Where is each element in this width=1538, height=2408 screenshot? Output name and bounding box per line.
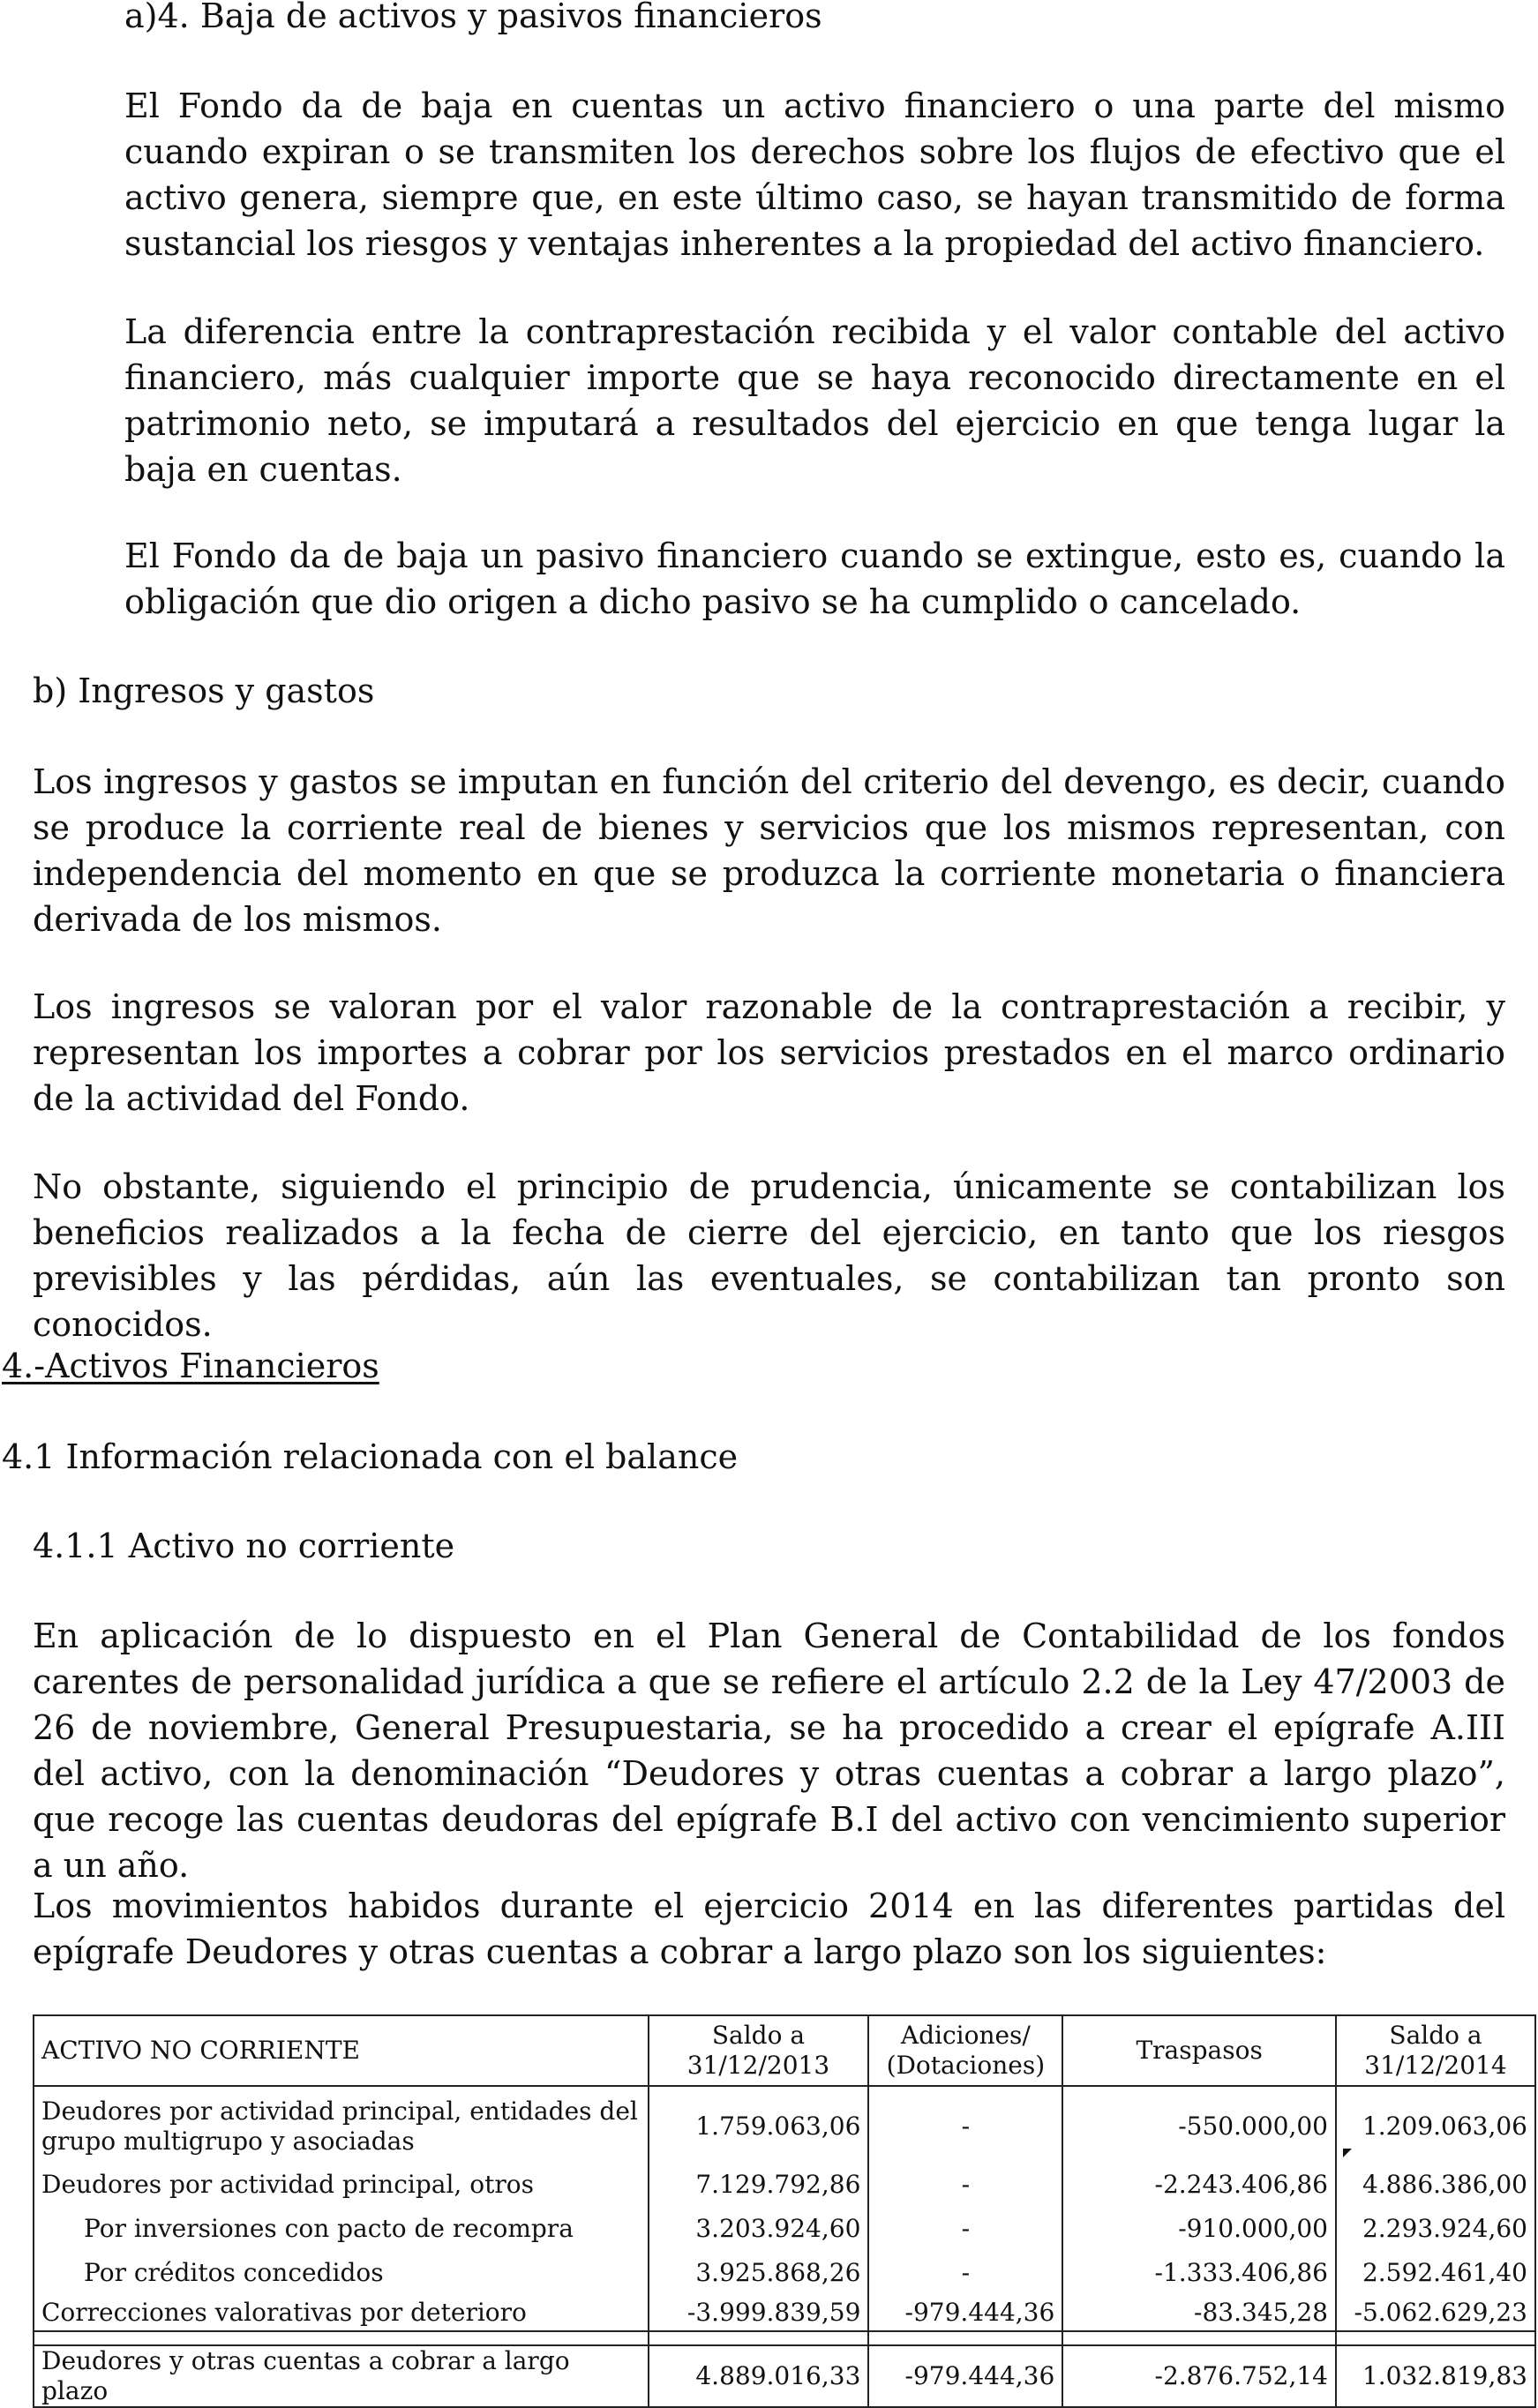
section-4-1-1-paragraph-1: En aplicación de lo dispuesto en el Plan General de Contabilidad de los fondos carentes de personalidad jurídica a que se refiere el artículo 2.2 de la Ley 47/2003 de 26 de noviembre, General Presupuestaria, se ha procedido a crear el epígrafe A.III del activo, con la denominación “Deudores y otras cuentas a cobrar a largo plazo”, que recoge las cuentas deudoras del epígrafe B.I del activo con vencimiento superior a un año.	[33, 1617, 1505, 1885]
total-adiciones: -979.444,36	[868, 2345, 1062, 2407]
row-saldo-2013: 3.203.924,60	[649, 2207, 869, 2251]
spacer-cell	[649, 2331, 869, 2345]
section-4-heading: 4.-Activos Financieros	[2, 1347, 379, 1385]
row-saldo-2013: 3.925.868,26	[649, 2251, 869, 2295]
header-saldo-2013-line2: 31/12/2013	[686, 2051, 830, 2080]
section-4-1-1-heading: 4.1.1 Activo no corriente	[33, 1527, 455, 1565]
section-b-paragraph-1: Los ingresos y gastos se imputan en función del criterio del devengo, es decir, cuando se produce la corriente real de bienes y servicios que los mismos representan, con independencia del momento en que se produzca la corriente monetaria o financiera derivada de los mismos.	[33, 762, 1505, 939]
row-desc: Correcciones valorativas por deterioro	[34, 2295, 649, 2331]
spacer-cell	[34, 2331, 649, 2345]
row-desc: Deudores por actividad principal, entidades del grupo multigrupo y asociadas	[34, 2086, 649, 2163]
row-saldo-2014: -5.062.629,23	[1336, 2295, 1535, 2331]
section-a4-paragraph-3: El Fondo da de baja un pasivo financiero cuando se extingue, esto es, cuando la obligación que dio origen a dicho pasivo se ha cumplido o cancelado.	[124, 536, 1505, 621]
row-traspasos: -550.000,00	[1062, 2086, 1336, 2163]
table-row	[34, 2163, 1535, 2207]
section-b-paragraph-2: Los ingresos se valoran por el valor razonable de la contraprestación a recibir, y representan los importes a cobrar por los servicios prestados en el marco ordinario de la actividad del Fondo.	[33, 987, 1505, 1118]
header-adiciones	[868, 2015, 1062, 2086]
table-header-row	[34, 2015, 1535, 2086]
row-adiciones: -	[868, 2163, 1062, 2207]
header-adiciones-line2: (Dotaciones)	[886, 2051, 1046, 2080]
header-traspasos: Traspasos	[1062, 2015, 1336, 2086]
row-traspasos: -2.243.406,86	[1062, 2163, 1336, 2207]
header-saldo-2014-line1: Saldo a	[1389, 2021, 1482, 2050]
table-spacer-row	[34, 2331, 1535, 2345]
section-b-heading: b) Ingresos y gastos	[33, 671, 375, 710]
section-4-1-1-paragraph-2: Los movimientos habidos durante el ejercicio 2014 en las diferentes partidas del epígrafe Deudores y otras cuentas a cobrar a largo plazo son los siguientes:	[33, 1887, 1505, 1971]
spacer-cell	[1062, 2331, 1336, 2345]
table-total-row	[34, 2345, 1535, 2407]
row-saldo-2014: 1.209.063,06	[1336, 2086, 1535, 2163]
spacer-cell	[868, 2331, 1062, 2345]
row-desc: Por inversiones con pacto de recompra	[34, 2207, 649, 2251]
row-traspasos: -1.333.406,86	[1062, 2251, 1336, 2295]
row-saldo-2014: 2.293.924,60	[1336, 2207, 1535, 2251]
total-saldo-2013: 4.889.016,33	[649, 2345, 869, 2407]
section-a4-heading: a)4. Baja de activos y pasivos financieros	[124, 0, 822, 35]
spacer-cell	[1336, 2331, 1535, 2345]
row-adiciones: -	[868, 2207, 1062, 2251]
row-desc: Por créditos concedidos	[34, 2251, 649, 2295]
row-saldo-2014: 4.886.386,00	[1336, 2163, 1535, 2207]
row-saldo-2013: 7.129.792,86	[649, 2163, 869, 2207]
total-desc: Deudores y otras cuentas a cobrar a largo plazo	[34, 2345, 649, 2407]
header-saldo-2014-line2: 31/12/2014	[1364, 2051, 1507, 2080]
row-traspasos: -910.000,00	[1062, 2207, 1336, 2251]
section-b-paragraph-3: No obstante, siguiendo el principio de prudencia, únicamente se contabilizan los beneficios realizados a la fecha de cierre del ejercicio, en tanto que los riesgos previsibles y las pérdidas, aún las eventuales, se contabilizan tan pronto son conocidos.	[33, 1167, 1505, 1344]
row-saldo-2013: 1.759.063,06	[649, 2086, 869, 2163]
header-saldo-2013	[649, 2015, 869, 2086]
header-activo-no-corriente: ACTIVO NO CORRIENTE	[34, 2015, 649, 2086]
table-row	[34, 2086, 1535, 2163]
row-desc: Deudores por actividad principal, otros	[34, 2163, 649, 2207]
row-adiciones: -	[868, 2086, 1062, 2163]
header-saldo-2013-line1: Saldo a	[711, 2021, 806, 2050]
row-adiciones: -	[868, 2251, 1062, 2295]
table-row	[34, 2295, 1535, 2331]
row-traspasos: -83.345,28	[1062, 2295, 1336, 2331]
header-saldo-2014	[1336, 2015, 1535, 2086]
row-adiciones: -979.444,36	[868, 2295, 1062, 2331]
table-row	[34, 2207, 1535, 2251]
activo-no-corriente-table	[33, 2014, 1536, 2408]
section-a4-paragraph-2: La diferencia entre la contraprestación recibida y el valor contable del activo financiero, más cualquier importe que se haya reconocido directamente en el patrimonio neto, se imputará a resultados del ejercicio en que tenga lugar la baja en cuentas.	[124, 312, 1505, 489]
table-row	[34, 2251, 1535, 2295]
row-saldo-2013: -3.999.839,59	[649, 2295, 869, 2331]
section-4-1-heading: 4.1 Información relacionada con el balance	[2, 1437, 739, 1476]
total-saldo-2014: 1.032.819,83	[1336, 2345, 1535, 2407]
row-saldo-2014: 2.592.461,40	[1336, 2251, 1535, 2295]
cell-comment-marker	[1343, 2149, 1352, 2157]
total-traspasos: -2.876.752,14	[1062, 2345, 1336, 2407]
section-a4-paragraph-1: El Fondo da de baja en cuentas un activo financiero o una parte del mismo cuando expiran o se transmiten los derechos sobre los flujos de efectivo que el activo genera, siempre que, en este último caso, se hayan transmitido de forma sustancial los riesgos y ventajas inherentes a la propiedad del activo financiero.	[124, 86, 1505, 263]
header-adiciones-line1: Adiciones/	[900, 2021, 1031, 2050]
